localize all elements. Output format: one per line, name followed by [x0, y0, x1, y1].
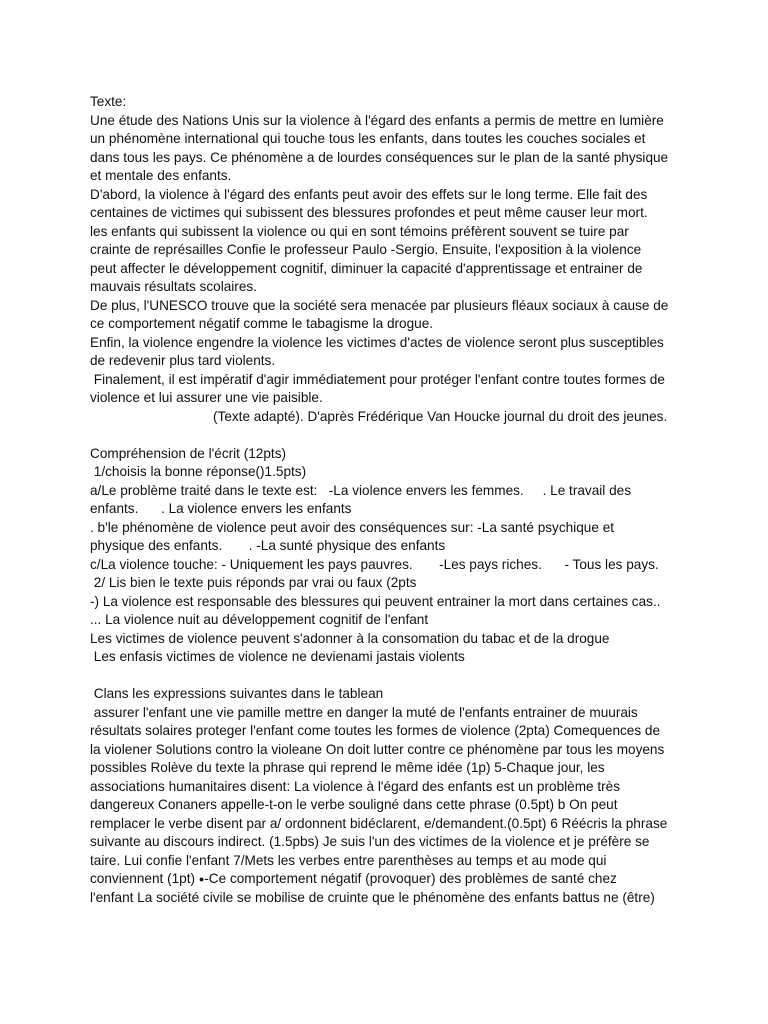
question-line: a/Le problème traité dans le texte est: -La violence envers les femmes. . Le travail des — [90, 482, 631, 498]
exercise-line-with-bullet — [90, 870, 690, 889]
section-heading: Compréhension de l'écrit (12pts) — [90, 445, 287, 461]
document-page — [90, 93, 690, 907]
text-line: et mentale des enfants. — [90, 168, 232, 183]
spacer — [90, 426, 690, 445]
exercise-line: assurer l'enfant une vie pamille mettre en danger la muté de l'enfants entrainer de muurais — [90, 704, 638, 720]
text-line: mauvais résultats scolaires. — [90, 279, 257, 294]
text-line: ce comportement négatif comme le tabagisme la drogue. — [90, 316, 434, 331]
exercise-line: taire. Lui confie l'enfant 7/Mets les verbes entre parenthèses au temps et au mode qui — [90, 852, 607, 868]
exercise-line-prefix: conviennent (1pt) — [90, 871, 199, 886]
expressions-section — [90, 685, 690, 907]
question-line: Les enfasis victimes de violence ne devienami jastais violents — [90, 649, 465, 664]
question-line: 2/ Lis bien le texte puis réponds par vrai ou faux (2pts — [90, 575, 417, 590]
question-line: -) La violence est responsable des blessures qui peuvent entrainer la mort dans certaines cas.. — [90, 593, 661, 609]
exercise-line: résultats solaires proteger l'enfant come toutes les formes de violence (2pta) Comequences de — [90, 723, 661, 738]
text-line: Enfin, la violence engendre la violence les victimes d'actes de violence seront plus susceptibles — [90, 334, 664, 350]
text-line: les enfants qui subissent la violence ou qui en sont témoins préfèrent souvent se tuire par — [90, 223, 629, 239]
text-line: un phénomène international qui touche tous les enfants, dans toutes les couches sociales et — [90, 131, 646, 146]
spacer — [90, 667, 690, 686]
comprehension-section — [90, 445, 690, 667]
text-line: crainte de représailles Confie le professeur Paulo -Sergio. Ensuite, l'exposition à la violence — [90, 242, 642, 257]
exercise-line: l'enfant La société civile se mobilise de cruinte que le phénomène des enfants battus ne (être) — [90, 889, 655, 905]
text-line: Une étude des Nations Unis sur la violence à l'égard des enfants a permis de mettre en lumière — [90, 112, 664, 128]
exercise-line-suffix: -Ce comportement négatif (provoquer) des problèmes de santé chez — [204, 871, 617, 886]
text-title: Texte: — [90, 94, 127, 109]
question-line: physique des enfants. . -La sunté physique des enfants — [90, 538, 446, 553]
question-line: Les victimes de violence peuvent s'adonner à la consomation du tabac et de la drogue — [90, 630, 610, 646]
exercise-line: suivante au discours indirect. (1.5pbs) Je suis l'un des victimes de la violence et je préfère se — [90, 834, 650, 849]
text-line: centaines de victimes qui subissent des blessures profondes et peut même causer leur mort. — [90, 205, 648, 220]
text-reference: (Texte adapté). D'après Frédérique Van Houcke journal du droit des jeunes. — [213, 408, 668, 424]
text-line: D'abord, la violence à l'égard des enfants peut avoir des effets sur le long terme. Elle fait des — [90, 186, 648, 202]
text-line: de redevenir plus tard violents. — [90, 353, 276, 368]
question-line: c/La violence touche: - Uniquement les pays pauvres. -Les pays riches. - Tous les pays. — [90, 556, 659, 572]
text-line: dans tous les pays. Ce phénomène a de lourdes conséquences sur le plan de la santé physique — [90, 149, 669, 165]
text-section — [90, 93, 690, 426]
exercise-line: associations humanitaires disent: La violence à l'égard des enfants est un problème très — [90, 778, 621, 794]
exercise-line: possibles Rolève du texte la phrase qui reprend le même idée (1p) 5-Chaque jour, les — [90, 760, 605, 775]
text-line: peut affecter le développement cognitif, diminuer la capacité d'apprentissage et entrainer de — [90, 260, 643, 276]
question-line: . b'le phénomène de violence peut avoir des conséquences sur: -La santé psychique et — [90, 519, 615, 535]
question-line: 1/choisis la bonne réponse()1.5pts) — [90, 464, 307, 479]
question-line: ... La violence nuit au développement cognitif de l'enfant — [90, 612, 429, 627]
question-line: enfants. . La violence envers les enfants — [90, 501, 352, 516]
text-line: De plus, l'UNESCO trouve que la société sera menacée par plusieurs fléaux sociaux à cause de — [90, 297, 669, 313]
exercise-line: dangereux Conaners appelle-t-on le verbe souligné dans cette phrase (0.5pt) b On peut — [90, 797, 618, 812]
exercise-line: la violener Solutions contro la violeane On doit lutter contre ce phénomène par tous les moyens — [90, 741, 665, 757]
text-line: Finalement, il est impératif d'agir immédiatement pour protéger l'enfant contre toutes formes de — [90, 371, 665, 387]
exercise-line: Clans les expressions suivantes dans le tablean — [90, 686, 384, 701]
text-line: violence et lui assurer une vie paisible. — [90, 390, 323, 405]
exercise-line: remplacer le verbe disent par a/ ordonnent bidéclarent, e/demandent.(0.5pt) 6 Réécris la phrase — [90, 815, 668, 831]
bullet-icon: ● — [198, 874, 205, 884]
